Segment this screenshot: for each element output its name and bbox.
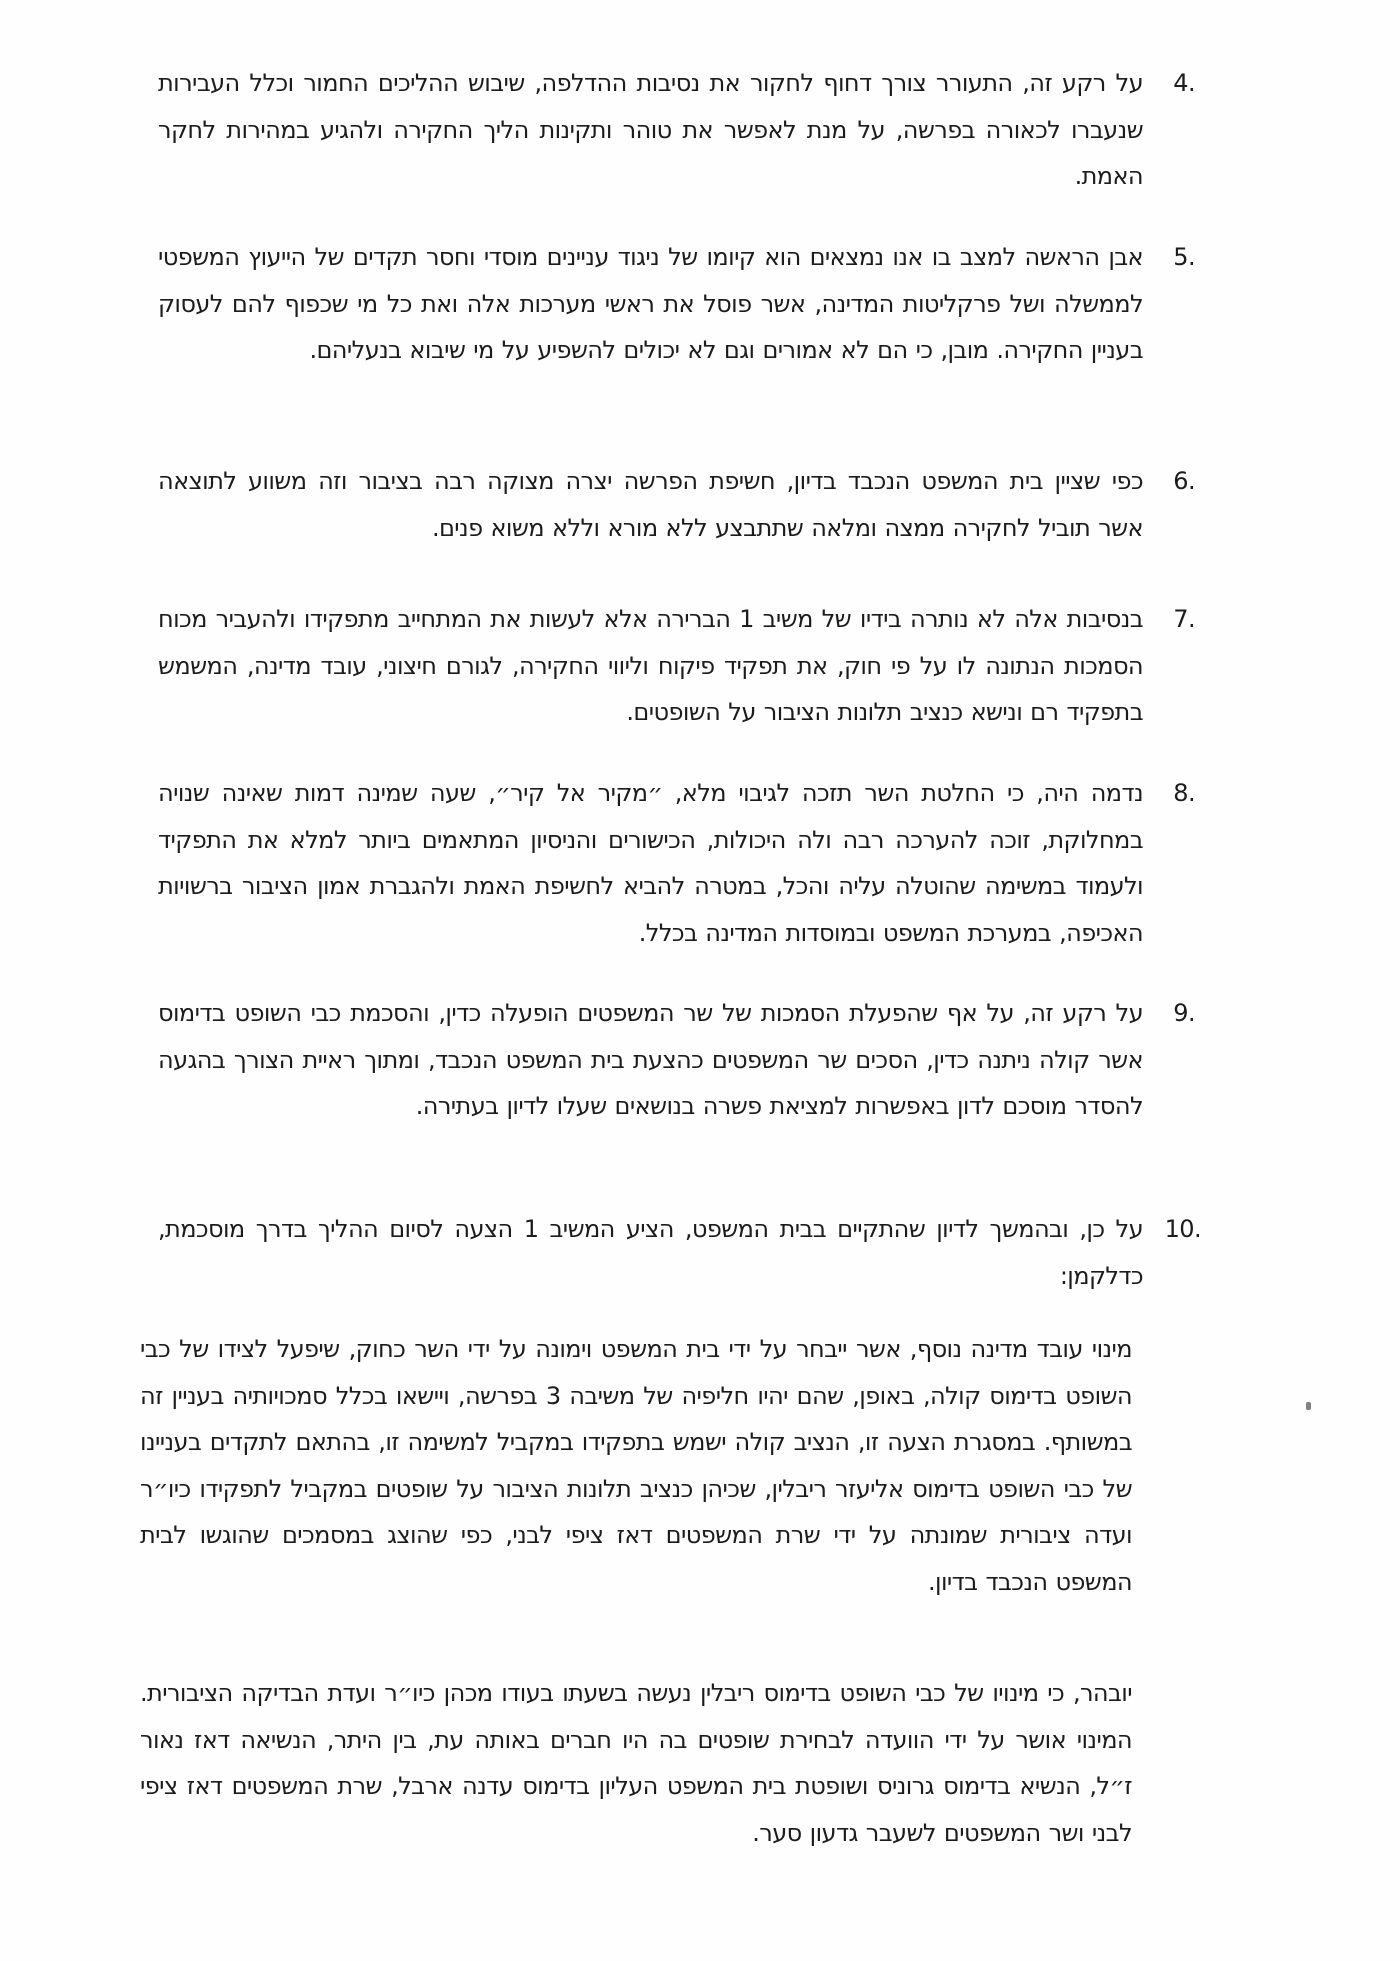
paragraph-number: 6. xyxy=(1173,467,1195,495)
paragraph-number: 9. xyxy=(1173,999,1195,1027)
paragraph-6 xyxy=(158,458,1195,551)
paragraph-5 xyxy=(158,234,1195,374)
paragraph-number: 7. xyxy=(1173,605,1195,633)
paragraph-text: על רקע זה, על אף שהפעלת הסמכות של שר המשפטים הופעלה כדין, והסכמת כבי השופט בדימוס אשר קולה ניתנה כדין, הסכים שר המשפטים כהצעת בית המשפט הנכבד, ומתוך ראיית הצורך בהגעה להסדר מוסכם לדון באפשרות למציאת פשרה בנושאים שעלו לדיון בעתירה. xyxy=(158,999,1143,1120)
paragraph-9 xyxy=(158,990,1195,1130)
paragraph-text: על כן, ובהמשך לדיון שהתקיים בבית המשפט, הציע המשיב 1 הצעה לסיום ההליך בדרך מוסכמת, כדלקמן: xyxy=(158,1215,1143,1290)
paragraph-number: 8. xyxy=(1173,779,1195,807)
paragraph-10 xyxy=(158,1206,1201,1299)
paragraph-4 xyxy=(158,60,1195,200)
paragraph-text: מינוי עובד מדינה נוסף, אשר ייבחר על ידי בית המשפט וימונה על ידי השר כחוק, שיפעל לצידו של כבי השופט בדימוס קולה, באופן, שהם יהיו חליפיה של משיבה 3 בפרשה, ויישאו בכלל סמכויותיה בעניין זה במשותף. במסגרת הצעה זו, הנציב קולה ישמש בתפקידו במקביל למשימה זו, בהתאם לתקדים בעניינו של כבי השופט בדימוס אליעזר ריבלין, שכיהן כנציב תלונות הציבור על שופטים במקביל לתפקידו כיו״ר ועדה ציבורית שמונתה על ידי שרת המשפטים דאז ציפי לבני, כפי שהוצג במסמכים שהוגשו לבית המשפט הנכבד בדיון. xyxy=(140,1335,1132,1596)
paragraph-7 xyxy=(158,596,1195,736)
paragraph-text: נדמה היה, כי החלטת השר תזכה לגיבוי מלא, ״מקיר אל קיר״, שעה שמינה דמות שאינה שנויה במחלוקת, זוכה להערכה רבה ולה היכולות, הכישורים והניסיון המתאמים ביותר למלא את התפקיד ולעמוד במשימה שהוטלה עליה והכל, במטרה להביא לחשיפת האמת ולהגברת אמון הציבור ברשויות האכיפה, במערכת המשפט ובמוסדות המדינה בכלל. xyxy=(158,779,1143,947)
scan-artifact-mark xyxy=(1306,1402,1311,1410)
paragraph-text: על רקע זה, התעורר צורך דחוף לחקור את נסיבות ההדלפה, שיבוש ההליכים החמור וכלל העבירות שנעברו לכאורה בפרשה, על מנת לאפשר את טוהר ותקינות הליך החקירה ולהגיע במהירות לחקר האמת. xyxy=(158,69,1143,190)
paragraph-text: כפי שציין בית המשפט הנכבד בדיון, חשיפת הפרשה יצרה מצוקה רבה בציבור וזה משווע לתוצאה אשר תוביל לחקירה ממצה ומלאה שתתבצע ללא מורא וללא משוא פנים. xyxy=(158,467,1143,542)
paragraph-number: 5. xyxy=(1173,243,1195,271)
paragraph-8 xyxy=(158,770,1195,956)
proposal-paragraph-1 xyxy=(140,1326,1132,1605)
paragraph-text: בנסיבות אלה לא נותרה בידיו של משיב 1 הברירה אלא לעשות את המתחייב מתפקידו ולהעביר מכוח הסמכות הנתונה לו על פי חוק, את תפקיד פיקוח וליווי החקירה, לגורם חיצוני, עובד מדינה, המשמש בתפקיד רם ונישא כנציב תלונות הציבור על השופטים. xyxy=(158,605,1144,726)
paragraph-text: יובהר, כי מינויו של כבי השופט בדימוס ריבלין נעשה בשעתו בעודו מכהן כיו״ר ועדת הבדיקה הציבורית. המינוי אושר על ידי הוועדה לבחירת שופטים בה היו חברים באותה עת, בין היתר, הנשיאה דאז נאור ז״ל, הנשיא בדימוס גרוניס ושופטת בית המשפט העליון בדימוס עדנה ארבל, שרת המשפטים דאז ציפי לבני ושר המשפטים לשעבר גדעון סער. xyxy=(140,1679,1132,1847)
paragraph-number: 4. xyxy=(1173,69,1195,97)
paragraph-number: 10. xyxy=(1164,1215,1201,1243)
proposal-paragraph-2 xyxy=(140,1670,1132,1856)
paragraph-text: אבן הראשה למצב בו אנו נמצאים הוא קיומו של ניגוד עניינים מוסדי וחסר תקדים של הייעוץ המשפטי לממשלה ושל פרקליטות המדינה, אשר פוסל את ראשי מערכות אלה ואת כל מי שכפוף להם לעסוק בעניין החקירה. מובן, כי הם לא אמורים וגם לא יכולים להשפיע על מי שיבוא בנעליהם. xyxy=(158,243,1143,364)
